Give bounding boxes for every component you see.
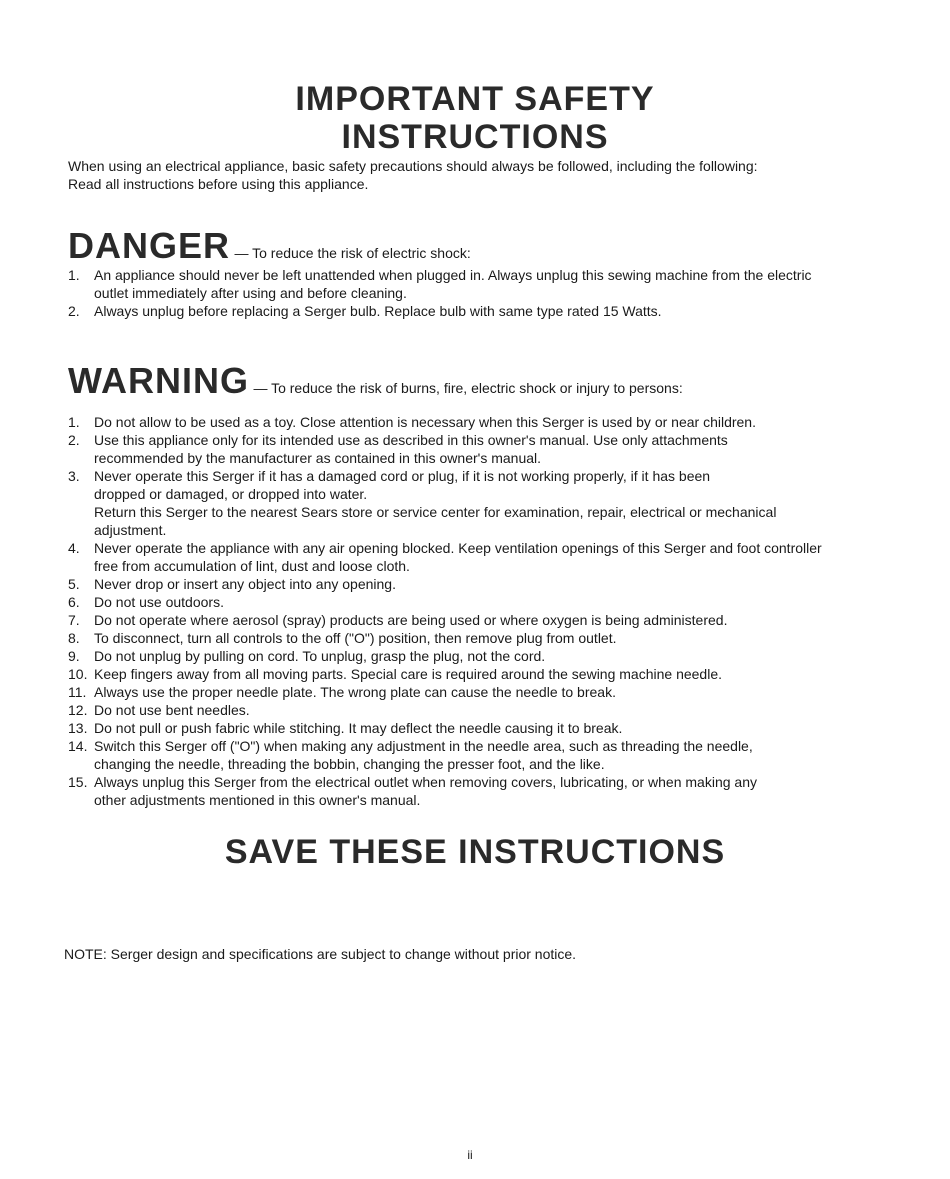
item-text-line: Do not use outdoors. bbox=[94, 594, 224, 610]
list-item bbox=[68, 701, 878, 719]
item-number: 15. bbox=[68, 774, 88, 790]
item-number: 2. bbox=[68, 303, 80, 319]
item-text-line: dropped or damaged, or dropped into water. bbox=[94, 486, 368, 502]
warning-label: WARNING bbox=[68, 360, 249, 401]
item-text-line: Return this Serger to the nearest Sears store or service center for examination, repair, electrical or mechanical bbox=[94, 504, 777, 520]
item-text-line: Do not use bent needles. bbox=[94, 702, 250, 718]
list-item bbox=[68, 647, 878, 665]
item-text-line: free from accumulation of lint, dust and loose cloth. bbox=[94, 558, 410, 574]
item-number: 11. bbox=[68, 684, 87, 700]
item-text-line: Switch this Serger off ("O") when making any adjustment in the needle area, such as threading the needle, bbox=[94, 738, 753, 754]
item-number: 3. bbox=[68, 468, 80, 484]
item-number: 7. bbox=[68, 612, 80, 628]
item-text-line: An appliance should never be left unattended when plugged in. Always unplug this sewing machine from the electric bbox=[94, 267, 812, 283]
item-number: 9. bbox=[68, 648, 80, 664]
page-title bbox=[0, 80, 950, 156]
note-text: NOTE: Serger design and specifications are subject to change without prior notice. bbox=[64, 946, 577, 962]
warning-heading bbox=[68, 360, 683, 402]
intro-paragraph bbox=[68, 157, 888, 193]
list-item bbox=[68, 593, 878, 611]
list-item bbox=[68, 467, 878, 539]
item-text-line: Never drop or insert any object into any opening. bbox=[94, 576, 396, 592]
list-item bbox=[68, 737, 878, 773]
item-text-line: Never operate this Serger if it has a damaged cord or plug, if it is not working properly, if it has been bbox=[94, 468, 711, 484]
list-item bbox=[68, 719, 878, 737]
list-item bbox=[68, 683, 878, 701]
list-item bbox=[68, 611, 878, 629]
item-text-line: changing the needle, threading the bobbin, changing the presser foot, and the like. bbox=[94, 756, 605, 772]
item-number: 6. bbox=[68, 594, 80, 610]
list-item bbox=[68, 575, 878, 593]
list-item bbox=[68, 665, 878, 683]
item-number: 10. bbox=[68, 666, 88, 682]
intro-line-1: When using an electrical appliance, basic safety precautions should always be followed, including the following: bbox=[68, 158, 758, 174]
save-instructions-heading: SAVE THESE INSTRUCTIONS bbox=[224, 833, 726, 871]
intro-line-2: Read all instructions before using this appliance. bbox=[68, 176, 369, 192]
item-text-line: Always use the proper needle plate. The wrong plate can cause the needle to break. bbox=[94, 684, 616, 700]
danger-subtext: — To reduce the risk of electric shock: bbox=[234, 245, 471, 261]
danger-label: DANGER bbox=[68, 225, 231, 266]
item-text-line: Always unplug this Serger from the electrical outlet when removing covers, lubricating, or when making any bbox=[94, 774, 757, 790]
list-item bbox=[68, 539, 878, 575]
item-number: 4. bbox=[68, 540, 80, 556]
item-text-line: recommended by the manufacturer as contained in this owner's manual. bbox=[94, 450, 542, 466]
item-text-line: other adjustments mentioned in this owner's manual. bbox=[94, 792, 421, 808]
item-number: 14. bbox=[68, 738, 88, 754]
item-text-line: Do not pull or push fabric while stitching. It may deflect the needle causing it to break. bbox=[94, 720, 623, 736]
title-line-2: INSTRUCTIONS bbox=[341, 118, 609, 156]
page-number: ii bbox=[467, 1148, 473, 1162]
item-text-line: Use this appliance only for its intended use as described in this owner's manual. Use only attachments bbox=[94, 432, 728, 448]
list-item bbox=[68, 302, 878, 320]
item-number: 13. bbox=[68, 720, 88, 736]
item-number: 1. bbox=[68, 267, 80, 283]
list-item bbox=[68, 413, 878, 431]
item-text-line: adjustment. bbox=[94, 522, 167, 538]
item-text-line: To disconnect, turn all controls to the off ("O") position, then remove plug from outlet. bbox=[94, 630, 617, 646]
warning-list bbox=[68, 413, 878, 809]
list-item bbox=[68, 431, 878, 467]
item-text-line: Do not operate where aerosol (spray) products are being used or where oxygen is being administered. bbox=[94, 612, 728, 628]
item-text-line: Never operate the appliance with any air opening blocked. Keep ventilation openings of this Serger and foot controller bbox=[94, 540, 822, 556]
item-text-line: Do not allow to be used as a toy. Close attention is necessary when this Serger is used by or near children. bbox=[94, 414, 756, 430]
list-item bbox=[68, 266, 878, 302]
item-number: 8. bbox=[68, 630, 80, 646]
danger-list bbox=[68, 266, 878, 320]
list-item bbox=[68, 773, 878, 809]
item-number: 2. bbox=[68, 432, 80, 448]
warning-subtext: — To reduce the risk of burns, fire, electric shock or injury to persons: bbox=[253, 380, 683, 396]
item-text-line: outlet immediately after using and before cleaning. bbox=[94, 285, 407, 301]
item-text-line: Keep fingers away from all moving parts. Special care is required around the sewing machine needle. bbox=[94, 666, 723, 682]
item-number: 5. bbox=[68, 576, 80, 592]
danger-heading bbox=[68, 225, 471, 267]
item-text-line: Do not unplug by pulling on cord. To unplug, grasp the plug, not the cord. bbox=[94, 648, 546, 664]
item-number: 12. bbox=[68, 702, 88, 718]
item-number: 1. bbox=[68, 414, 80, 430]
title-line-1: IMPORTANT SAFETY bbox=[295, 80, 655, 118]
list-item bbox=[68, 629, 878, 647]
item-text-line: Always unplug before replacing a Serger bulb. Replace bulb with same type rated 15 Watts. bbox=[94, 303, 662, 319]
